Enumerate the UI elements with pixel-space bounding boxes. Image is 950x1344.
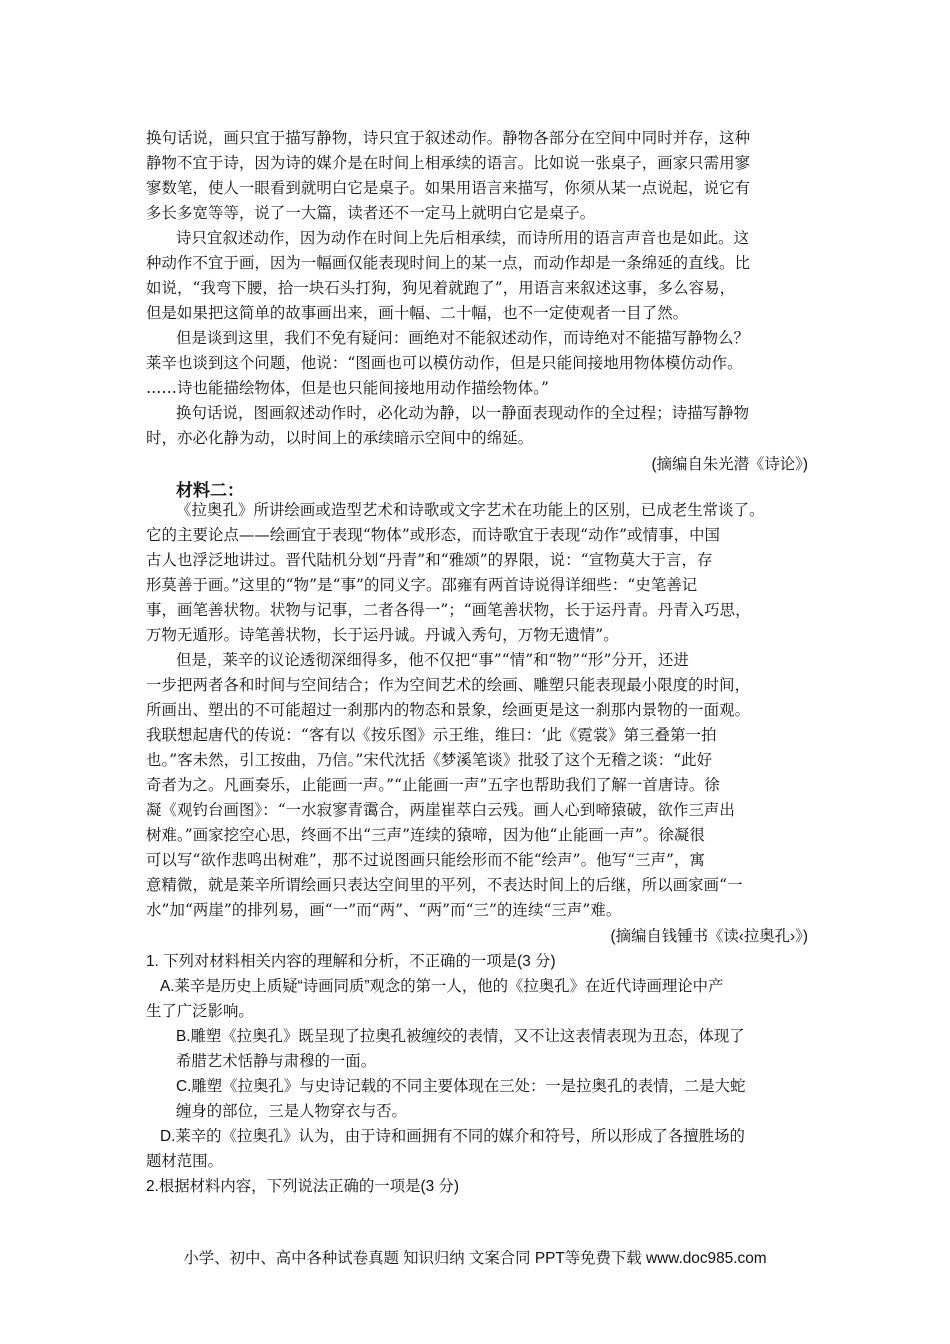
material2-line: 但是，莱辛的议论透彻深细得多，他不仅把“事”“情”和“物”“形”分开，还进 bbox=[176, 651, 689, 669]
q1-option-a: A.莱辛是历史上质疑“诗画同质”观念的第一人，他的《拉奥孔》在近代诗画理论中产 bbox=[160, 978, 724, 995]
material2-line: 水”加“两崖”的排列易，画“一”而“两”、“两”而“三”的连续“三声”难。 bbox=[146, 901, 622, 919]
material2-line: 意精微，就是莱辛所谓绘画只表达空间里的平列，不表达时间上的后继，所以画家画“一 bbox=[146, 876, 743, 894]
material2-line: 形莫善于画。”这里的“物”是“事”的同义字。邵雍有两首诗说得详细些：“史笔善记 bbox=[146, 576, 698, 594]
material2-line: 树难。”画家挖空心思，终画不出“三声”连续的猿啼，因为他“止能画一声”。徐凝很 bbox=[146, 826, 705, 844]
material2-line: 《拉奥孔》所讲绘画或造型艺术和诗歌或文字艺术在功能上的区别，已成老生常谈了。 bbox=[176, 501, 765, 519]
material2-line: 它的主要论点——绘画宜于表现“物体”或形态，而诗歌宜于表现“动作”或情事，中国 bbox=[146, 526, 721, 544]
material2-line: 也。”客未然，引工按曲，乃信。”宋代沈括《梦溪笔谈》批驳了这个无稽之谈：“此好 bbox=[146, 751, 713, 769]
material1-source: (摘编自朱光潜《诗论》) bbox=[651, 456, 808, 473]
material2-line: 事，画笔善状物。状物与记事，二者各得一”；“画笔善状物，长于运丹青。丹青入巧思， bbox=[146, 601, 751, 619]
q1-option-c-cont: 缠身的部位，三是人物穿衣与否。 bbox=[176, 1103, 407, 1120]
material2-line: 可以写“欲作悲鸣出树难”，那不过说图画只能绘形而不能“绘声”。他写“三声”，寓 bbox=[146, 851, 705, 869]
material1-line: 多长多宽等等，说了一大篇，读者还不一定马上就明白它是桌子。 bbox=[146, 204, 596, 222]
material2-source: (摘编自钱锺书《读‹拉奥孔›》) bbox=[610, 928, 808, 945]
q1-option-c: C.雕塑《拉奥孔》与史诗记载的不同主要体现在三处：一是拉奥孔的表情，二是大蛇 bbox=[176, 1078, 746, 1095]
q1-option-b: B.雕塑《拉奥孔》既呈现了拉奥孔被缠绞的表情，又不让这表情表现为丑态，体现了 bbox=[176, 1028, 745, 1045]
q1-option-d: D.莱辛的《拉奥孔》认为，由于诗和画拥有不同的媒介和符号，所以形成了各擅胜场的 bbox=[160, 1128, 745, 1145]
material2-line: 万物无遁形。诗笔善状物，长于运丹诚。丹诚入秀句，万物无遗情”。 bbox=[146, 626, 619, 644]
footer-banner: 小学、初中、高中各种试卷真题 知识归纳 文案合同 PPT等免费下载 www.doc985.com bbox=[183, 1250, 767, 1267]
material1-line: 静物不宜于诗，因为诗的媒介是在时间上相承续的语言。比如说一张桌子，画家只需用寥 bbox=[146, 154, 751, 172]
material1-line: 但是如果把这简单的故事画出来，画十幅、二十幅，也不一定使观者一目了然。 bbox=[146, 304, 689, 322]
material1-line: 换句话说，画只宜于描写静物，诗只宜于叙述动作。静物各部分在空间中同时并存，这种 bbox=[146, 129, 751, 147]
material1-line: 换句话说，图画叙述动作时，必化动为静，以一静面表现动作的全过程；诗描写静物 bbox=[176, 404, 750, 422]
question-2: 2.根据材料内容，下列说法正确的一项是(3 分) bbox=[146, 1178, 459, 1195]
question-1: 1. 下列对材料相关内容的理解和分析，不正确的一项是(3 分) bbox=[146, 953, 556, 970]
material1-line: 如说，“我弯下腰，拾一块石头打狗，狗见着就跑了”，用语言来叙述这事，多么容易， bbox=[146, 279, 736, 297]
material2-heading: 材料二： bbox=[176, 481, 244, 500]
material2-line: 我联想起唐代的传说：“客有以《按乐图》示王维，维曰：‘此《霓裳》第三叠第一拍 bbox=[146, 726, 717, 744]
material1-line: 莱辛也谈到这个问题，他说：“图画也可以模仿动作，但是只能间接地用物体模仿动作。 bbox=[146, 354, 743, 372]
material2-line: 所画出、塑出的不可能超过一刹那内的物态和景象，绘画更是这一刹那内景物的一面观。 bbox=[146, 701, 751, 719]
q1-option-d-cont: 题材范围。 bbox=[146, 1153, 223, 1170]
material1-line: ……诗也能描绘物体，但是也只能间接地用动作描绘物体。” bbox=[146, 379, 550, 397]
material2-line: 古人也浮泛地讲过。晋代陆机分划“丹青”和“雅颂”的界限，说：“宣物莫大于言，存 bbox=[146, 551, 713, 569]
material2-line: 凝《观钓台画图》：“一水寂寥青霭合，两崖崔萃白云残。画人心到啼猿破，欲作三声出 bbox=[146, 801, 735, 819]
material1-line: 种动作不宜于画，因为一幅画仅能表现时间上的某一点，而动作却是一条绵延的直线。比 bbox=[146, 254, 751, 272]
material1-line: 时，亦必化静为动，以时间上的承续暗示空间中的绵延。 bbox=[146, 429, 534, 447]
material2-line: 奇者为之。凡画奏乐，止能画一声。”“止能画一声”五字也帮助我们了解一首唐诗。徐 bbox=[146, 776, 720, 794]
material1-line: 但是谈到这里，我们不免有疑问：画绝对不能叙述动作，而诗绝对不能描写静物么？ bbox=[176, 329, 750, 347]
material2-line: 一步把两者各和时间与空间结合；作为空间艺术的绘画、雕塑只能表现最小限度的时间， bbox=[146, 676, 751, 694]
material1-line: 诗只宜叙述动作，因为动作在时间上先后相承续，而诗所用的语言声音也是如此。这 bbox=[176, 229, 750, 247]
q1-option-b-cont: 希腊艺术恬静与肃穆的一面。 bbox=[176, 1053, 377, 1070]
material1-line: 寥数笔，使人一眼看到就明白它是桌子。如果用语言来描写，你须从某一点说起，说它有 bbox=[146, 179, 751, 197]
q1-option-a-cont: 生了广泛影响。 bbox=[146, 1003, 254, 1020]
